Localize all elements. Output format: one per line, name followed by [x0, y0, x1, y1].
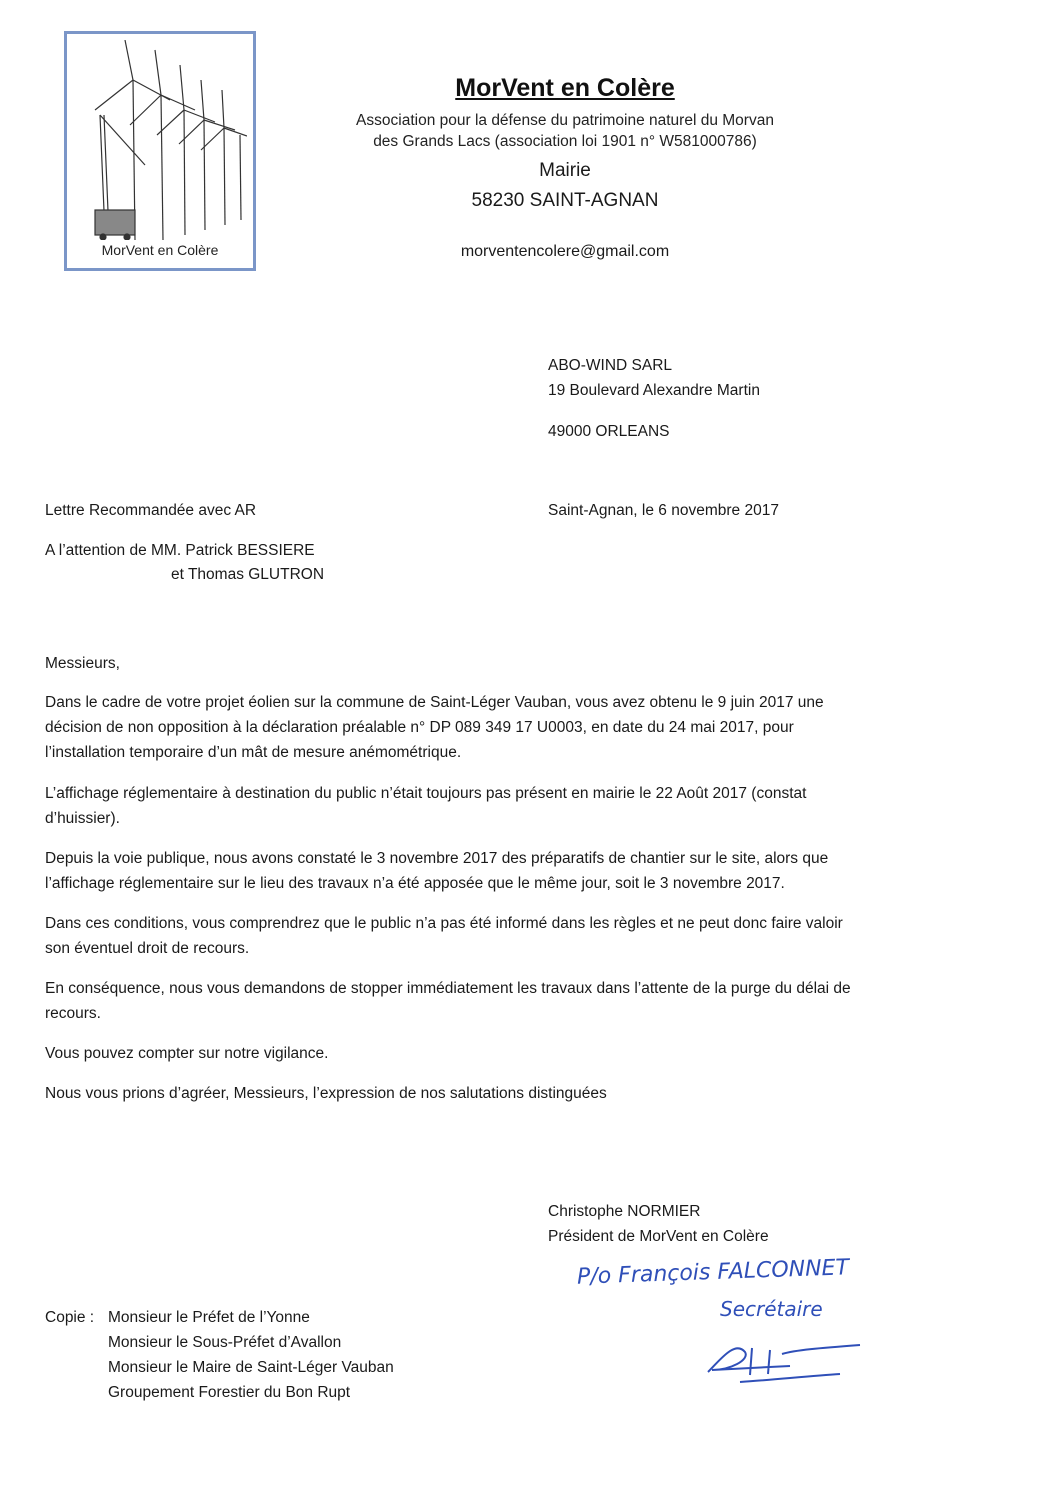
- copy-recipient: Groupement Forestier du Bon Rupt: [108, 1384, 351, 1401]
- description-line: des Grands Lacs (association loi 1901 n° W581000786): [373, 133, 757, 150]
- organization-description: [300, 110, 830, 152]
- paragraph-line: Nous vous prions d’agréer, Messieurs, l’expression de nos salutations distinguées: [45, 1085, 607, 1102]
- place-date: Saint-Agnan, le 6 novembre 2017: [548, 502, 779, 519]
- paragraph-line: En conséquence, nous vous demandons de stopper immédiatement les travaux dans l’attente de la purge du délai de: [45, 980, 851, 997]
- handwritten-role: Secrétaire: [720, 1297, 823, 1321]
- handwritten-signature-icon: [700, 1330, 870, 1390]
- signer-name: Christophe NORMIER: [548, 1203, 701, 1220]
- body-paragraph: [45, 911, 985, 961]
- paragraph-line: Vous pouvez compter sur notre vigilance.: [45, 1045, 329, 1062]
- paragraph-line: décision de non opposition à la déclaration préalable n° DP 089 349 17 U0003, en date du 24 mai 2017, pour: [45, 719, 794, 736]
- paragraph-line: recours.: [45, 1005, 101, 1022]
- organization-address: 58230 SAINT-AGNAN: [471, 190, 659, 211]
- attention-line: et Thomas GLUTRON: [171, 566, 325, 583]
- copy-recipient: Monsieur le Maire de Saint-Léger Vauban: [108, 1359, 394, 1376]
- attention-line: A l’attention de MM. Patrick BESSIERE: [45, 542, 315, 559]
- body-paragraph: [45, 781, 985, 831]
- description-line: Association pour la défense du patrimoine naturel du Morvan: [356, 112, 774, 129]
- recipient-name: ABO-WIND SARL: [548, 357, 673, 374]
- letter-mode: Lettre Recommandée avec AR: [45, 502, 257, 519]
- paragraph-line: Dans le cadre de votre projet éolien sur la commune de Saint-Léger Vauban, vous avez obtenu le 9 juin 2017 une: [45, 694, 824, 711]
- paragraph-line: L’affichage réglementaire à destination du public n’était toujours pas présent en mairie le 22 Août 2017 (constat: [45, 785, 807, 802]
- paragraph-line: d’huissier).: [45, 810, 120, 827]
- organization-name: MorVent en Colère: [455, 74, 675, 102]
- recipient-city: 49000 ORLEANS: [548, 423, 670, 440]
- paragraph-line: Dans ces conditions, vous comprendrez que le public n’a pas été informé dans les règles et ne peut donc faire valoir: [45, 915, 843, 932]
- logo: [64, 31, 256, 271]
- recipient-street: 19 Boulevard Alexandre Martin: [548, 382, 760, 399]
- handwritten-on-behalf: P/o François FALCONNET: [576, 1255, 850, 1290]
- body-paragraph: [45, 1081, 985, 1106]
- organization-mairie: Mairie: [539, 160, 591, 181]
- signer-title: Président de MorVent en Colère: [548, 1228, 769, 1245]
- body-paragraph: [45, 690, 985, 765]
- paragraph-line: son éventuel droit de recours.: [45, 940, 250, 957]
- body-paragraph: [45, 976, 985, 1026]
- copies-label: Copie :: [45, 1309, 95, 1326]
- logo-caption: MorVent en Colère: [101, 242, 219, 258]
- paragraph-line: l’installation temporaire d’un mât de mesure anémométrique.: [45, 744, 462, 761]
- body-paragraph: [45, 846, 985, 896]
- copy-recipient: Monsieur le Préfet de l’Yonne: [108, 1309, 310, 1326]
- paragraph-line: Depuis la voie publique, nous avons constaté le 3 novembre 2017 des préparatifs de chantier sur le site, alors que: [45, 850, 829, 867]
- paragraph-line: l’affichage réglementaire sur le lieu des travaux n’a été apposée que le même jour, soit le 3 novembre 2017.: [45, 875, 785, 892]
- organization-email: morventencolere@gmail.com: [460, 243, 670, 260]
- copy-recipient: Monsieur le Sous-Préfet d’Avallon: [108, 1334, 342, 1351]
- wind-turbines-logo-icon: [75, 40, 247, 240]
- salutation: Messieurs,: [45, 655, 120, 672]
- body-paragraph: [45, 1041, 985, 1066]
